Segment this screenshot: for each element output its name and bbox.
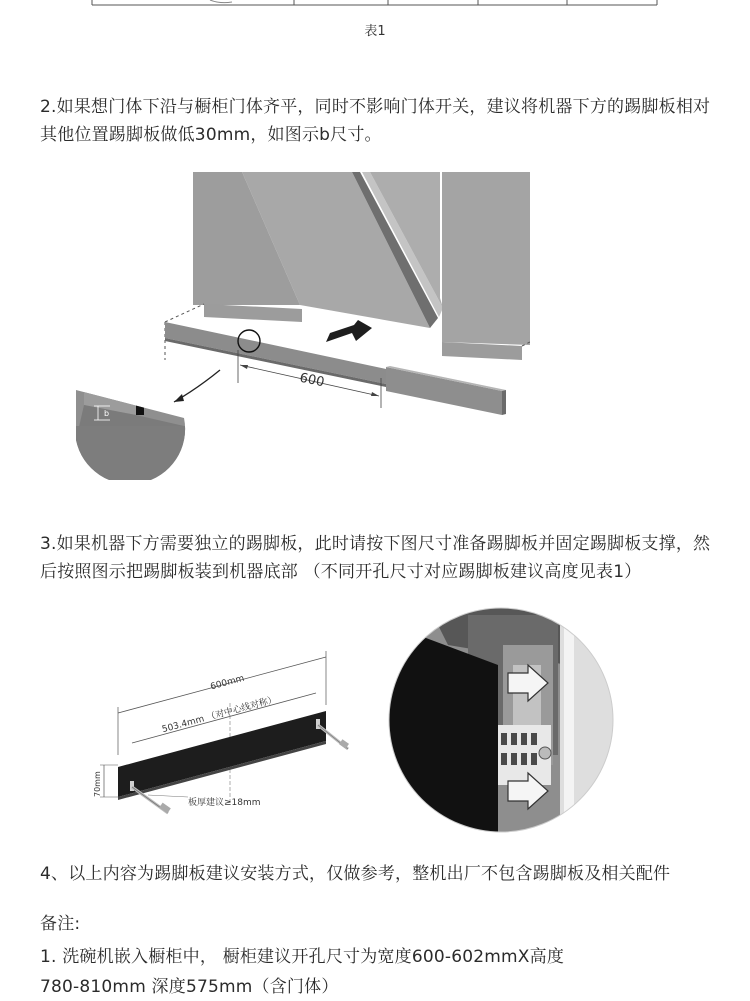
section-2-text: 2.如果想门体下沿与橱柜门体齐平，同时不影响门体开关，建议将机器下方的踢脚板相对其他位置踢脚板做低30mm，如图示b尺寸。 <box>40 97 711 145</box>
kickboard-detail-zoom <box>76 380 188 480</box>
cabinet-door-right <box>442 172 530 345</box>
note-item-1-continued: 780-810mm 深度575mm（含门体） <box>40 977 339 997</box>
insert-arrow-icon <box>326 320 372 342</box>
length-600mm-label: 600mm <box>209 673 246 693</box>
hole-spacing-label: 503.4mm （对中心线对称） <box>161 694 278 736</box>
kickboard-panel <box>118 711 326 797</box>
section-4-text: 4、以上内容为踢脚板建议安装方式，仅做参考，整机出厂不包含踢脚板及相关配件 <box>40 864 671 884</box>
section-3-text: 3.如果机器下方需要独立的踢脚板，此时请按下图尺寸准备踢脚板并固定踢脚板支撑，然后按照图示把踢脚板装到机器底部 （不同开孔尺寸对应踢脚板建议高度见表1） <box>40 534 711 582</box>
thickness-label: 板厚建议≥18mm <box>188 798 261 808</box>
table-caption: 表1 <box>364 24 386 39</box>
side-kickboard-right <box>442 342 522 360</box>
installation-closeup-figure <box>388 605 618 837</box>
side-kickboard-left <box>204 304 302 322</box>
height-70mm-label: 70mm <box>93 771 102 797</box>
kickboard-dimension-figure <box>90 645 350 835</box>
notes-title: 备注: <box>40 914 81 934</box>
adjacent-kickboard <box>386 367 502 415</box>
dimension-600-label: 600 <box>298 370 326 391</box>
detail-b-label: b <box>104 409 110 418</box>
table-remnant <box>0 0 750 12</box>
note-item-1: 1. 洗碗机嵌入橱柜中， 橱柜建议开孔尺寸为宽度600-602mmX高度 <box>40 947 565 967</box>
